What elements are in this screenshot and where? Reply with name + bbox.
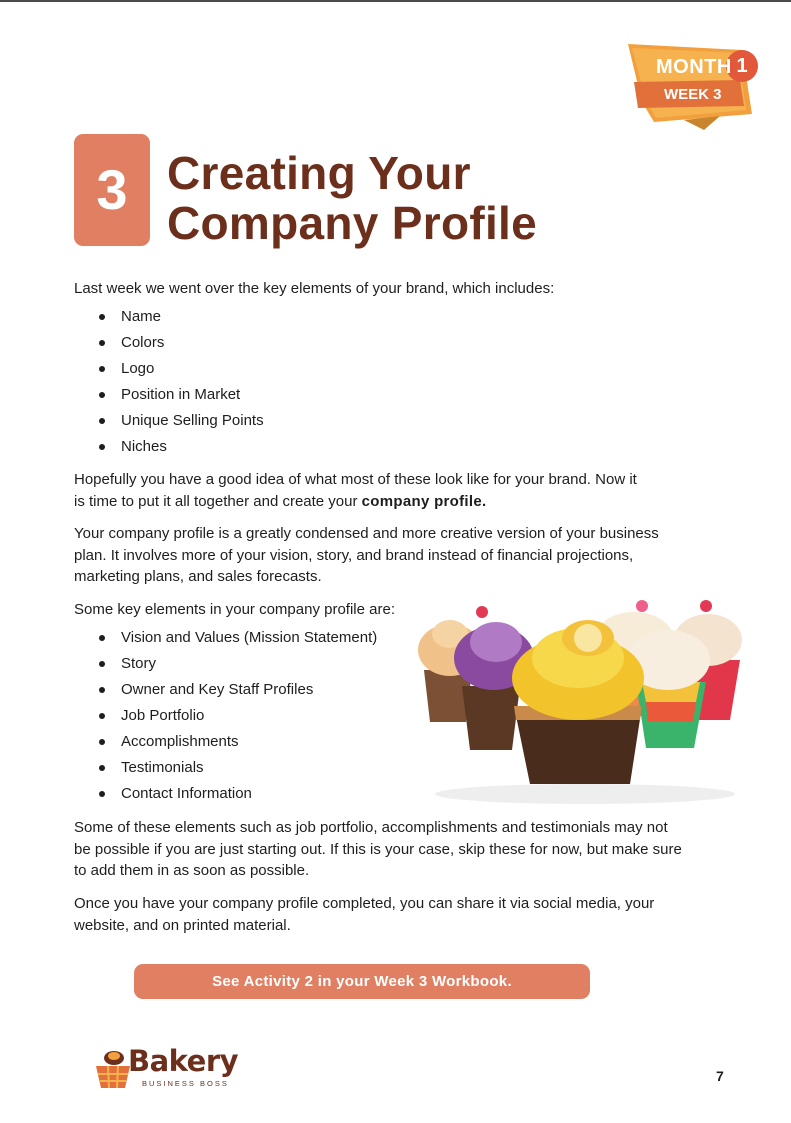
list-item: Logo	[74, 356, 264, 382]
top-rule	[0, 0, 791, 2]
week-label: WEEK 3	[664, 86, 722, 103]
list-item: Position in Market	[74, 382, 264, 408]
chapter-title-line2: Company Profile	[167, 197, 538, 249]
list-item: Name	[74, 304, 264, 330]
list-item: Unique Selling Points	[74, 408, 264, 434]
page-number: 7	[716, 1068, 724, 1084]
paragraph-not-possible: Some of these elements such as job portfolio, accomplishments and testimonials may not be possible if you are just starting out. If this is your case, skip these for now, but make sure to add them in as soon as possible.	[74, 819, 682, 879]
chapter-number-badge: 3	[74, 134, 150, 246]
month-label: MONTH	[656, 56, 732, 78]
month-number: 1	[736, 55, 748, 77]
paragraph-hopefully	[74, 469, 694, 512]
logo-wordmark: Bakery	[128, 1044, 239, 1078]
key-elements-intro: Some key elements in your company profile are:	[74, 601, 395, 618]
paragraph-company-profile: Your company profile is a greatly condensed and more creative version of your business plan. It involves more of your vision, story, and brand instead of financial projections, marketing plans, and sales forecasts.	[74, 525, 659, 585]
list-item: Story	[74, 651, 377, 677]
list-item: Colors	[74, 330, 264, 356]
list-item: Vision and Values (Mission Statement)	[74, 625, 377, 651]
chapter-title-line1: Creating Your	[167, 147, 471, 199]
paragraph-hopefully-line1: Hopefully you have a good idea of what most of these look like for your brand. Now it	[74, 471, 637, 488]
bakery-basket-icon	[92, 1046, 132, 1090]
company-profile-emphasis: company profile.	[361, 492, 487, 510]
paragraph-share: Once you have your company profile completed, you can share it via social media, your website, and on printed material.	[74, 895, 655, 934]
workbook-activity-callout: See Activity 2 in your Week 3 Workbook.	[134, 964, 590, 999]
paragraph-hopefully-line2: is time to put it all together and create your	[74, 492, 362, 510]
intro-paragraph: Last week we went over the key elements of your brand, which includes:	[74, 280, 555, 297]
list-item: Job Portfolio	[74, 703, 377, 729]
profile-elements-list	[74, 625, 377, 807]
chapter-title	[167, 148, 727, 248]
bakery-business-boss-logo	[92, 1044, 242, 1090]
list-item: Testimonials	[74, 755, 377, 781]
month-week-badge	[624, 40, 766, 132]
cupcakes-image	[410, 598, 750, 808]
logo-tagline: BUSINESS BOSS	[142, 1079, 229, 1088]
list-item: Accomplishments	[74, 729, 377, 755]
brand-elements-list	[74, 304, 264, 460]
list-item: Contact Information	[74, 781, 377, 807]
list-item: Owner and Key Staff Profiles	[74, 677, 377, 703]
list-item: Niches	[74, 434, 264, 460]
